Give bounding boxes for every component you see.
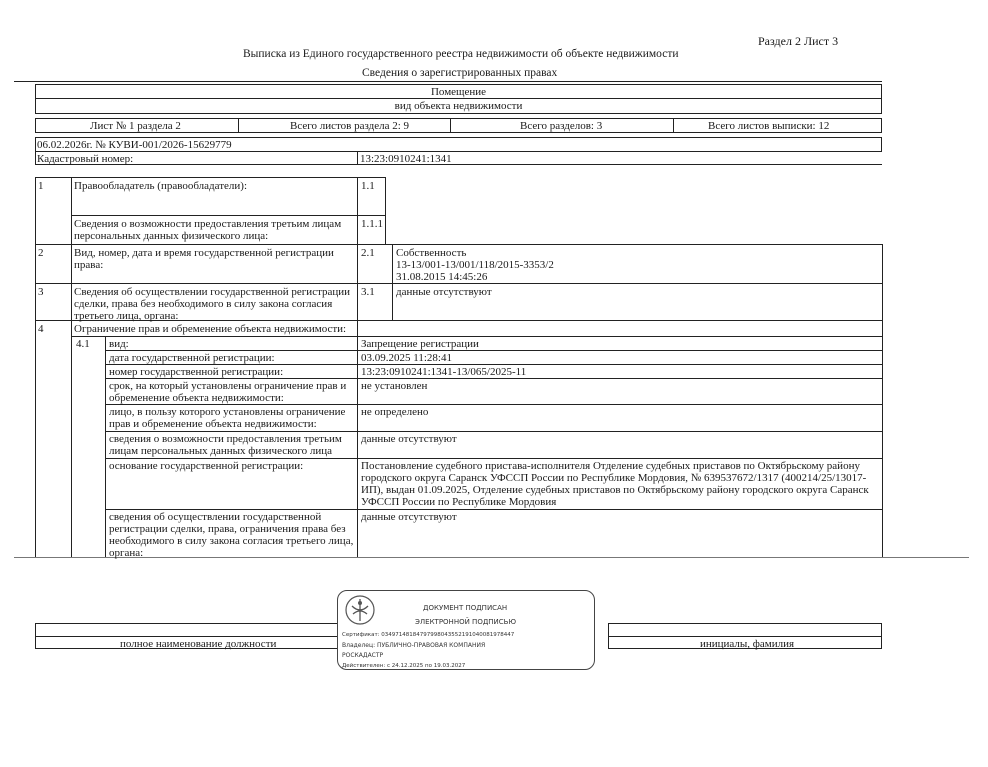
stamp-owner-1: Владелец: ПУБЛИЧНО-ПРАВОВАЯ КОМПАНИЯ [342,642,486,649]
row1-label: Правообладатель (правообладатели): [74,180,248,192]
restriction-sub-divider [105,336,106,557]
total-sheets-extract: Всего листов выписки: 12 [708,120,830,132]
restr-date-value: 03.09.2025 11:28:41 [361,352,452,364]
restr-line-1 [105,350,882,351]
restr-number-value: 13:23:0910241:1341-13/065/2025-11 [361,366,527,378]
stamp-validity: Действителен: с 24.12.2025 по 19.03.2027 [342,663,466,669]
document-subtitle: Сведения о зарегистрированных правах [362,67,558,79]
object-type-caption: вид объекта недвижимости [394,100,523,112]
object-type-divider [35,98,882,99]
restr-consent-value: данные отсутствуют [361,511,457,523]
restr-line-7 [105,509,882,510]
top-rule [14,81,882,82]
restr-line-3 [105,378,882,379]
object-type-value: Помещение [430,86,487,98]
table-left-edge [35,177,36,557]
total-sheets-section: Всего листов раздела 2: 9 [290,120,410,132]
restr-line-2 [105,364,882,365]
row3-top [35,283,882,284]
table-label-divider [357,177,358,557]
restr-type-label: вид: [109,338,129,350]
row1-1-code: 1.1.1 [361,218,383,230]
restr-basis-value: Постановление судебного пристава-исполнителя Отделение судебных приставов по Октябрьскому району городского округа Саранск УФССП России по Республике Мордовия, № 639537672/1317 (400214/25/13017-ИП), выдан 01.09.2025, Отделение судебных приставов по Октябрьскому району городского округа Саранск УФССП России по Республике Мордовия [361,460,869,508]
row4-sub-num: 4.1 [76,338,90,350]
restr-basis-label: основание государственной регистрации: [109,460,304,472]
row2-code: 2.1 [361,247,375,259]
restr-beneficiary-label: лицо, в пользу которого установлены ограничение прав и обременение объекта недвижимости: [109,406,346,430]
restr-personal-data-label: сведения о возможности предоставления третьим лицам персональных данных физического лица [109,433,342,457]
row2-right-type: Собственность [396,247,467,259]
row2-num: 2 [38,247,44,259]
sheet-number: Лист № 1 раздела 2 [90,120,181,132]
row4-sub-top [71,336,882,337]
position-divider [35,636,338,637]
table-code-divider-top [385,177,386,244]
stamp-line1: ДОКУМЕНТ ПОДПИСАН [423,604,508,612]
table-num-divider [71,177,72,557]
cadastral-label: Кадастровый номер: [37,153,134,165]
row1-top [35,177,385,178]
restr-line-4 [105,404,882,405]
section-sheet-label: Раздел 2 Лист 3 [758,34,839,48]
restr-beneficiary-value: не определено [361,406,429,418]
restr-type-value: Запрещение регистрации [361,338,479,350]
restr-date-label: дата государственной регистрации: [109,352,275,364]
sheet-info-divider-2 [450,118,451,133]
initials-caption: инициалы, фамилия [700,638,795,650]
row2-top [35,244,882,245]
sheet-info-divider-1 [238,118,239,133]
row1-num: 1 [38,180,44,192]
table-code-divider [392,244,393,320]
restr-consent-label: сведения об осуществлении государственной регистрации сделки, права, ограничения права без необходимого в силу закона согласия третьего лица, органа: [109,511,354,559]
stamp-owner-2: РОСКАДАСТР [342,652,384,659]
restr-line-6 [105,458,882,459]
table-right-edge [882,244,883,557]
row2-label: Вид, номер, дата и время государственной регистрации права: [74,247,334,271]
row3-label: Сведения об осуществлении государственной регистрации сделки, права без необходимого в силу закона согласия третьего лица, органа: [74,286,351,322]
document-title: Выписка из Единого государственного реестра недвижимости об объекте недвижимости [243,48,679,60]
row3-code: 3.1 [361,286,375,298]
position-caption: полное наименование должности [120,638,277,650]
cadastral-rule [35,164,882,165]
row1-code: 1.1 [361,180,375,192]
row2-reg-number: 13-13/001-13/001/118/2015-3353/2 [396,259,554,271]
cadastral-value: 13:23:0910241:1341 [360,153,452,165]
restr-line-5 [105,431,882,432]
cadastral-left-edge [35,152,36,164]
total-sections: Всего разделов: 3 [520,120,603,132]
row2-reg-date: 31.08.2015 14:45:26 [396,271,488,283]
row1-1-top [71,215,385,216]
stamp-certificate: Сертификат: 03497148184797998043552191040081978447 [342,632,515,638]
cadastral-divider [357,152,358,164]
row4-label: Ограничение прав и обременение объекта недвижимости: [74,323,347,335]
initials-divider [608,636,882,637]
restr-number-label: номер государственной регистрации: [109,366,284,378]
row1-1-label: Сведения о возможности предоставления третьим лицам персональных данных физического лица: [74,218,342,242]
row3-num: 3 [38,286,44,298]
stamp-line2: ЭЛЕКТРОННОЙ ПОДПИСЬЮ [415,618,517,626]
emblem-icon [344,594,376,626]
doc-ref: 06.02.2026г. № КУВИ-001/2026-15629779 [37,139,232,151]
restr-personal-data-value: данные отсутствуют [361,433,457,445]
row3-value: данные отсутствуют [396,286,492,298]
restr-term-value: не установлен [361,380,428,392]
sheet-info-divider-3 [673,118,674,133]
row4-num: 4 [38,323,44,335]
restr-term-label: срок, на который установлены ограничение прав и обременение объекта недвижимости: [109,380,347,404]
